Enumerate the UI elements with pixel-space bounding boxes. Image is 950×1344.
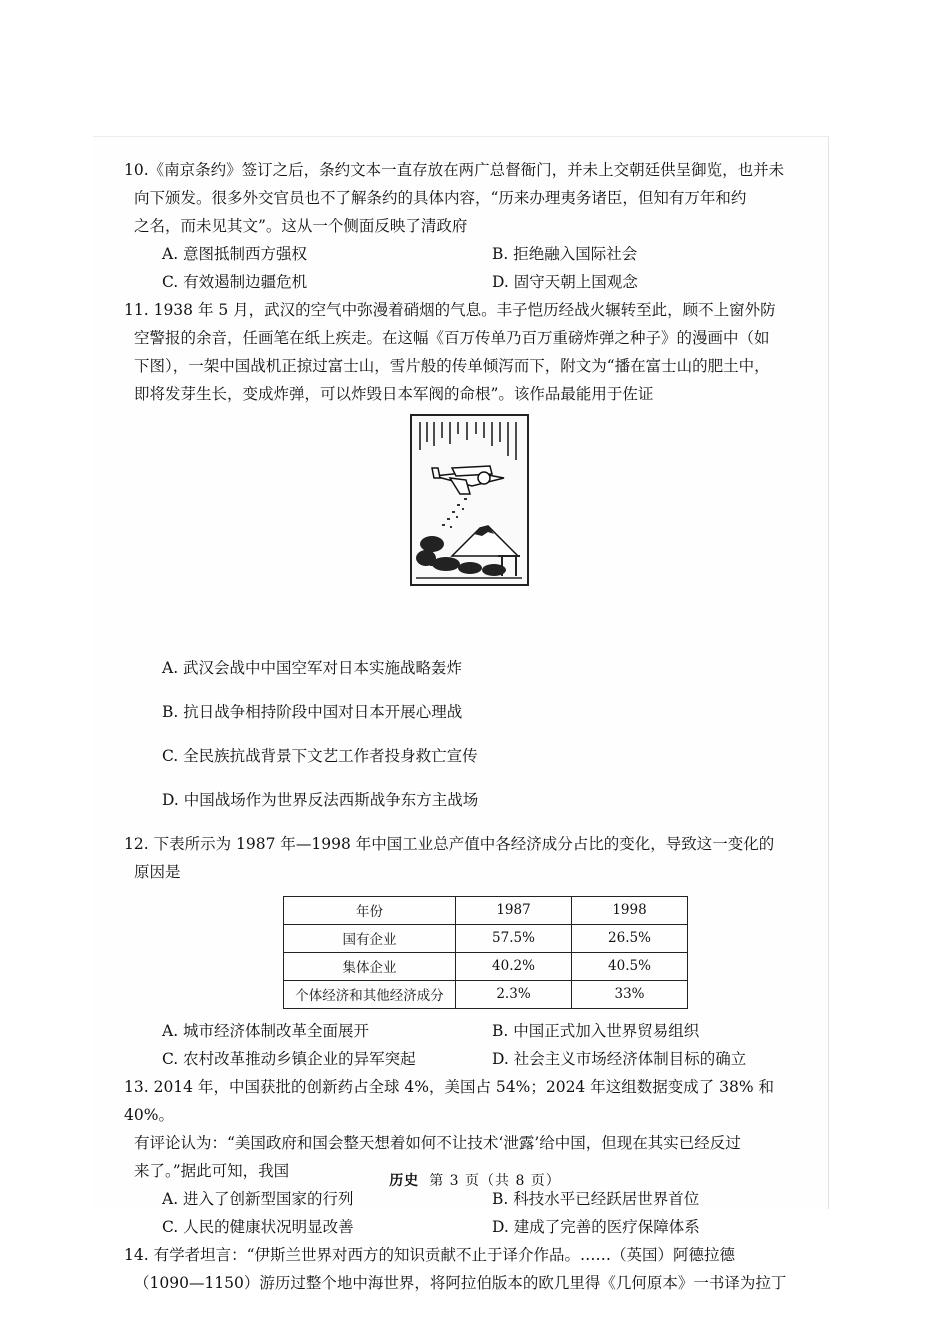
- cartoon-figure-area: [124, 408, 814, 638]
- page-footer: [0, 1170, 950, 1190]
- question-stem-line: 空警报的余音，任画笔在纸上疾走。在这幅《百万传单乃百万重磅炸弹之种子》的漫画中（如: [134, 329, 770, 347]
- option-d[interactable]: D. 中国战场作为世界反法西斯战争东方主战场: [162, 790, 479, 809]
- options-grid: [162, 240, 814, 296]
- option-a[interactable]: A. 进入了创新型国家的行列: [162, 1189, 354, 1208]
- table-row: [284, 924, 688, 952]
- question-13: [124, 1073, 814, 1241]
- option-c[interactable]: C. 人民的健康状况明显改善: [162, 1217, 354, 1236]
- question-stem-line: 12. 下表所示为 1987 年—1998 年中国工业总产值中各经济成分占比的变化，导致这一变化的: [124, 834, 775, 853]
- question-stem-line: 11. 1938 年 5 月，武汉的空气中弥漫着硝烟的气息。丰子恺历经战火辗转至此，顾不上窗外防: [124, 301, 776, 319]
- question-stem-line: 下图），一架中国战机正掠过富士山，雪片般的传单倾泻而下，附文为“播在富士山的肥土中，: [134, 357, 770, 375]
- question-12: [124, 830, 814, 1073]
- table-cell: 2.3%: [456, 980, 572, 1008]
- options-grid: [162, 1017, 814, 1073]
- option-c[interactable]: C. 有效遏制边疆危机: [162, 273, 308, 291]
- question-stem-line: 来了。”据此可知，我国: [134, 1161, 290, 1180]
- table-header-row: [284, 896, 688, 924]
- question-stem-line: 向下颁发。很多外交官员也不了解条约的具体内容，“历来办理夷务诸臣，但知有万年和约: [134, 189, 747, 207]
- table-row: [284, 980, 688, 1008]
- table-header-cell: 年份: [284, 896, 456, 924]
- option-d[interactable]: D. 建成了完善的医疗保障体系: [492, 1217, 700, 1236]
- cartoon-image: [410, 414, 529, 586]
- table-header-cell: 1998: [572, 896, 688, 924]
- table-cell: 57.5%: [456, 924, 572, 952]
- footer-page-number: 第 3 页（共 8 页）: [429, 1173, 561, 1189]
- table-cell: 40.5%: [572, 952, 688, 980]
- question-stem-line: （1090—1150）游历过整个地中海世界，将阿拉伯版本的欧几里得《几何原本》一书译为拉丁: [134, 1273, 787, 1292]
- option-c[interactable]: C. 全民族抗战背景下文艺工作者投身救亡宣传: [162, 746, 478, 765]
- option-b[interactable]: B. 抗日战争相持阶段中国对日本开展心理战: [162, 702, 463, 721]
- question-stem-line: 之名，而未见其文”。这从一个侧面反映了清政府: [134, 217, 468, 235]
- airplane-icon: [432, 466, 504, 494]
- footer-subject: 历史: [389, 1173, 420, 1189]
- question-stem-line: 有评论认为：“美国政府和国会整天想着如何不让技术‘泄露’给中国，但现在其实已经反过: [134, 1133, 741, 1152]
- table-cell: 个体经济和其他经济成分: [284, 980, 456, 1008]
- question-stem-line: 10.《南京条约》签订之后，条约文本一直存放在两广总督衙门，并未上交朝廷供呈御览，也并未: [124, 161, 785, 179]
- table-cell: 集体企业: [284, 952, 456, 980]
- option-a[interactable]: A. 城市经济体制改革全面展开: [162, 1021, 370, 1040]
- option-a[interactable]: A. 意图抵制西方强权: [162, 245, 308, 263]
- table-cell: 33%: [572, 980, 688, 1008]
- question-stem-line: 即将发芽生长，变成炸弹，可以炸毁日本军阀的命根”。该作品最能用于佐证: [134, 385, 654, 403]
- options-grid: [162, 1185, 814, 1241]
- question-stem-line: 14. 有学者坦言：“伊斯兰世界对西方的知识贡献不止于译介作品。……（英国）阿德拉德: [124, 1245, 736, 1264]
- torii-icon: [498, 556, 520, 576]
- option-c[interactable]: C. 农村改革推动乡镇企业的异军突起: [162, 1049, 416, 1068]
- industry-share-table: [283, 896, 688, 1009]
- question-stem-line: 13. 2014 年，中国获批的创新药占全球 4%，美国占 54%；2024 年这组数据变成了 38% 和 40%。: [124, 1077, 775, 1124]
- table-cell: 国有企业: [284, 924, 456, 952]
- option-a[interactable]: A. 武汉会战中中国空军对日本实施战略轰炸: [162, 658, 463, 677]
- question-14: [124, 1241, 814, 1297]
- question-stem-line: 原因是: [134, 862, 181, 881]
- question-10: [124, 156, 814, 296]
- exam-page: [124, 156, 814, 1297]
- option-b[interactable]: B. 中国正式加入世界贸易组织: [492, 1021, 700, 1040]
- option-b[interactable]: B. 拒绝融入国际社会: [492, 245, 638, 263]
- question-11: [124, 296, 814, 814]
- option-d[interactable]: D. 固守天朝上国观念: [492, 273, 638, 291]
- table-cell: 40.2%: [456, 952, 572, 980]
- cartoon-drawing: [412, 416, 527, 584]
- option-d[interactable]: D. 社会主义市场经济体制目标的确立: [492, 1049, 747, 1068]
- table-header-cell: 1987: [456, 896, 572, 924]
- table-row: [284, 952, 688, 980]
- table-cell: 26.5%: [572, 924, 688, 952]
- option-b[interactable]: B. 科技水平已经跃居世界首位: [492, 1189, 700, 1208]
